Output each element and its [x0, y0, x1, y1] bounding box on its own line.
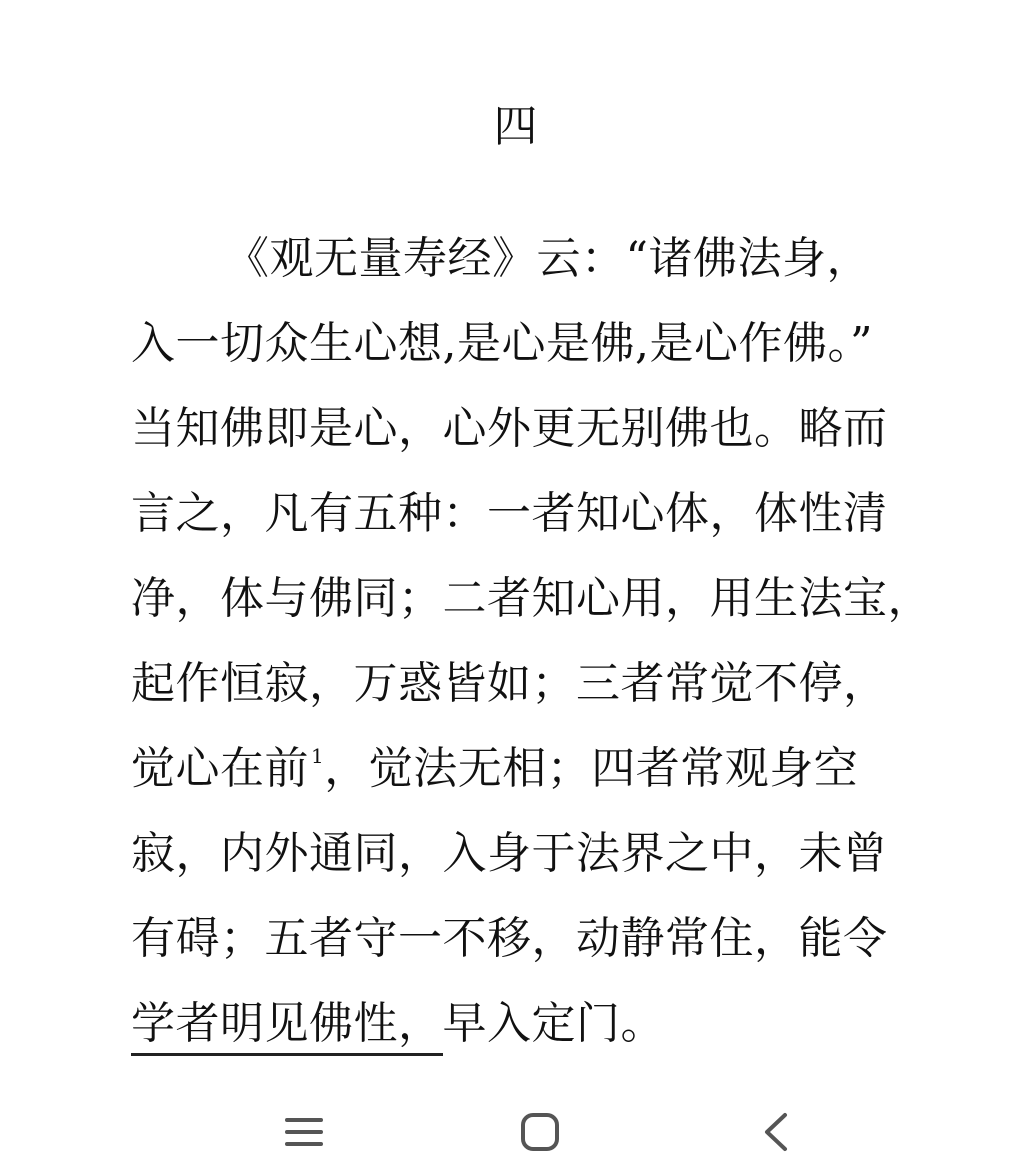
home-button[interactable] [508, 1100, 572, 1164]
underlined-highlight[interactable]: 学者明见佛性， [131, 998, 443, 1056]
text-line-4: 言之，凡有五种：一者知心体，体性清 [131, 488, 888, 539]
text-line-10 [131, 981, 931, 1066]
text-line-6: 起作恒寂，万惑皆如；三者常觉不停， [131, 658, 888, 709]
text-line-8: 寂，内外通同，入身于法界之中，未曾 [131, 828, 888, 879]
chapter-title: 四 [493, 101, 538, 152]
menu-icon [284, 1115, 324, 1149]
text-line-5: 净，体与佛同；二者知心用，用生法宝， [131, 573, 932, 624]
text-line-7-start: 觉心在前 [131, 743, 309, 794]
text-line-3: 当知佛即是心，心外更无别佛也。略而 [131, 403, 888, 454]
footnote-marker[interactable]: 1 [311, 744, 325, 768]
text-line-7 [131, 726, 931, 811]
text-line-10-end: 早入定门。 [442, 998, 665, 1049]
text-line-1: 《观无量寿经》云：“诸佛法身， [225, 233, 871, 284]
system-navigation-bar [0, 1090, 1031, 1174]
home-icon [520, 1112, 560, 1152]
text-line-9: 有碍；五者守一不移，动静常住，能令 [131, 913, 888, 964]
text-line-7-end: ，觉法无相；四者常观身空 [324, 743, 859, 794]
back-icon [761, 1112, 791, 1152]
back-button[interactable] [744, 1100, 808, 1164]
paragraph [131, 216, 931, 1066]
recent-apps-button[interactable] [272, 1100, 336, 1164]
text-line-2: 入一切众生心想,是心是佛,是心作佛。” [131, 318, 873, 369]
